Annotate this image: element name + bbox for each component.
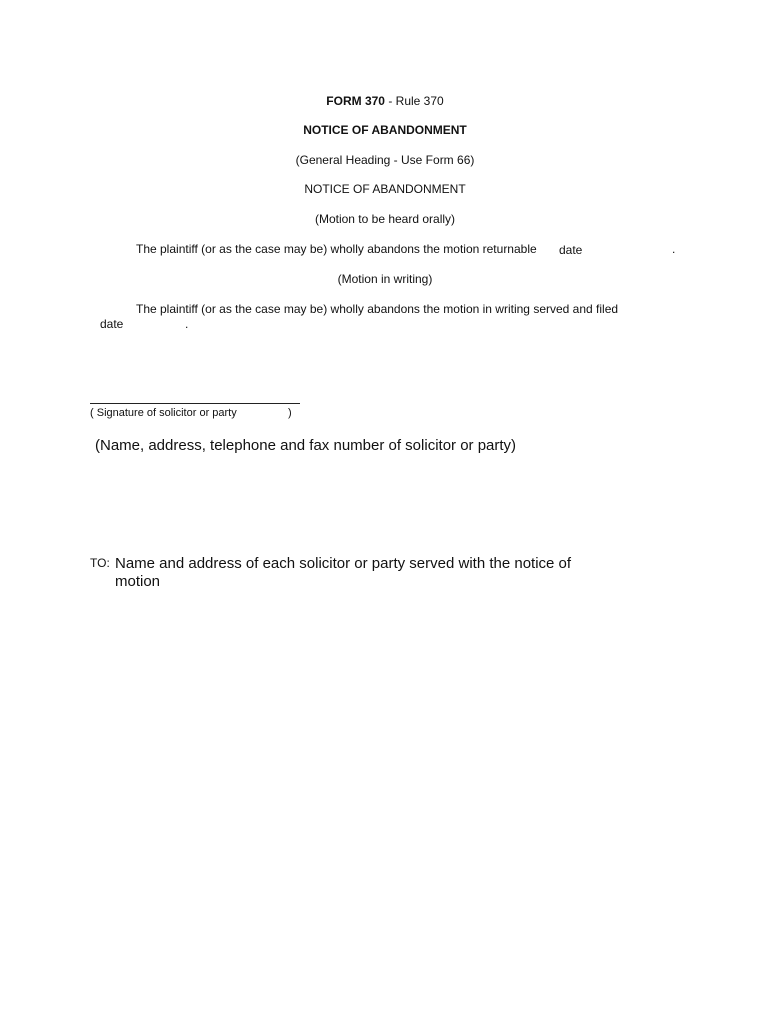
form-header bbox=[0, 94, 770, 108]
recipient-prefix: TO: bbox=[90, 556, 110, 570]
recipient-label-line-1: Name and address of each solicitor or party served with the notice of bbox=[115, 555, 572, 572]
signature-caption bbox=[90, 407, 237, 420]
recipient-label-line-2: motion bbox=[115, 573, 161, 590]
signature-label: Signature of solicitor or party bbox=[96, 407, 237, 419]
written-motion-period: . bbox=[185, 317, 189, 331]
written-motion-heading: (Motion in writing) bbox=[337, 272, 433, 286]
oral-motion-statement: The plaintiff (or as the case may be) wholly abandons the motion returnable bbox=[136, 242, 537, 256]
rule-reference: - Rule 370 bbox=[384, 94, 444, 108]
signature-close-paren: ) bbox=[288, 407, 292, 419]
signature-open-paren: ( bbox=[90, 407, 94, 419]
oral-motion-heading: (Motion to be heard orally) bbox=[314, 212, 456, 226]
signature-line[interactable] bbox=[90, 403, 300, 404]
form-number: FORM 370 bbox=[326, 94, 385, 108]
general-heading-note: (General Heading - Use Form 66) bbox=[295, 153, 475, 167]
notice-subtitle: NOTICE OF ABANDONMENT bbox=[304, 182, 466, 196]
oral-motion-date-field[interactable]: date bbox=[559, 243, 583, 257]
solicitor-info-label: (Name, address, telephone and fax number of solicitor or party) bbox=[95, 437, 517, 454]
written-motion-statement: The plaintiff (or as the case may be) wholly abandons the motion in writing served and filed bbox=[136, 302, 619, 316]
oral-motion-period: . bbox=[672, 242, 676, 256]
form-title: NOTICE OF ABANDONMENT bbox=[303, 123, 467, 137]
written-motion-date-field[interactable]: date bbox=[100, 317, 124, 331]
